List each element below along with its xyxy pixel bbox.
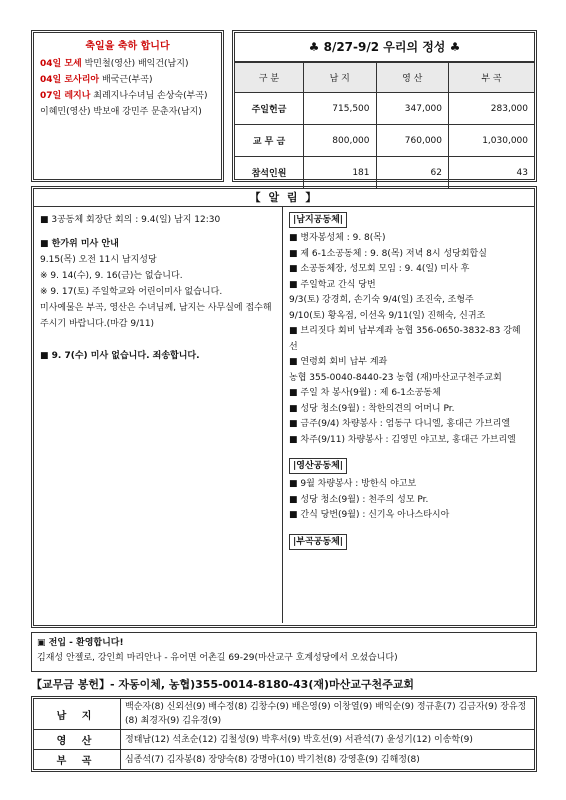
notice-item: ■ 제 6-1소공동체 : 9. 8(목) 저녁 8시 성당회합실 <box>289 247 528 263</box>
namji-tag: |남지공동체| <box>289 212 347 228</box>
yeongsan-tag: |영산공동체| <box>289 458 347 474</box>
donor-table <box>31 696 537 772</box>
feast-entry: 04일 로사리아 배국근(부곡) <box>40 75 153 85</box>
table-row: 부 곡 심종석(7) 김자봉(8) 장양숙(8) 강명아(10) 박기천(8) 강영훈(9) 김해정(8) <box>34 750 534 770</box>
bugok-tag: |부곡공동체| <box>289 534 347 550</box>
notice-item: ■ 금주(9/4) 차량봉사 : 엄동구 다니엘, 홍대근 가브리엘 <box>289 417 528 433</box>
notice-line: ※ 9. 17(토) 주일학교와 어린이미사 없습니다. <box>40 287 223 297</box>
feast-entry: 04일 모세 박민철(영산) 배익건(남지) <box>40 59 189 69</box>
notice-item: ■ 성당 청소(9월) : 착한의견의 어머니 Pr. <box>289 402 528 418</box>
offering-header-row: 구 분 남 지 영 산 부 곡 <box>235 63 534 93</box>
notice-left-column <box>34 206 283 623</box>
donation-banner: 【교무금 봉헌】- 자동이체, 농협)355-0014-8180-43(재)마산교구천주교회 <box>31 678 415 691</box>
notice-line: 9.15(목) 오전 11시 남지성당 <box>40 255 157 265</box>
notice-item: ■ 간식 당번(9월) : 신기옥 아나스타시아 <box>289 508 528 524</box>
notice-item: ■ 주일학교 간식 당번 <box>289 278 528 294</box>
notice-line: 9/10(토) 황옥점, 이선옥 9/11(일) 진해숙, 신귀조 <box>289 310 486 321</box>
notice-line: 9/3(토) 강경희, 손기숙 9/4(일) 조진숙, 조형주 <box>289 295 474 305</box>
notice-item: ■ 병자봉성체 : 9. 8(목) <box>289 231 528 247</box>
offering-title: ♣ 8/27-9/2 우리의 정성 ♣ <box>235 33 534 62</box>
notice-section <box>31 186 537 628</box>
table-row: 영 산 정태남(12) 석초순(12) 김철성(9) 박후서(9) 박호선(9) 서관석(7) 윤성기(12) 이송학(9) <box>34 730 534 750</box>
feast-day-box <box>31 30 224 182</box>
table-row: 남 지 백순자(8) 신외선(9) 배수정(8) 김창수(9) 배은영(9) 이창열(9) 배익순(9) 정규훈(7) 김금자(9) 장유정(8) 최경자(9) 김유경(9) <box>34 699 534 730</box>
feast-entry: 07일 레지나 최례지나수녀님 손상숙(부곡) 이혜민(영산) 박보애 강민주 문춘자(남지) <box>40 91 208 117</box>
notice-line: ※ 9. 14(수), 9. 16(금)는 없습니다. <box>40 271 183 281</box>
notice-line: 농협 355-0040-8440-23 농협 (재)마산교구천주교회 <box>289 372 502 383</box>
welcome-text: 김재성 안젤로, 강인희 마리안나 - 유어면 어촌길 69-29(마산교구 호계성당에서 오셨습니다) <box>37 653 398 663</box>
notice-item: ■ 9. 7(수) 미사 없습니다. 죄송합니다. <box>40 348 276 364</box>
notice-item: ■ 차주(9/11) 차량봉사 : 김영민 야고보, 홍대근 가브리엘 <box>289 433 528 449</box>
offering-table <box>232 30 537 182</box>
table-row: 교 무 금 800,000 760,000 1,030,000 <box>235 125 534 157</box>
notice-line: 미사예물은 부곡, 영산은 수녀님께, 남지는 사무실에 접수해주시기 바랍니다.(마감 9/11) <box>40 303 272 329</box>
notice-item: ■ 9월 차량봉사 : 방한식 야고보 <box>289 477 528 493</box>
notice-item: ■ 한가위 미사 안내 <box>40 236 276 252</box>
notice-right-column <box>283 206 534 623</box>
table-row: 참석인원 181 62 43 <box>235 157 534 189</box>
notice-item: ■ 브리짓다 회비 납부계좌 농협 356-0650-3832-83 강혜선 <box>289 324 528 355</box>
notice-heading: 【 알 림 】 <box>34 189 534 207</box>
welcome-box <box>31 632 537 672</box>
notice-item: ■ 3공동체 회장단 회의 : 9.4(일) 남지 12:30 <box>40 212 276 228</box>
feast-title: 축일을 축하 합니다 <box>85 41 170 52</box>
notice-item: ■ 성당 청소(9월) : 천주의 성모 Pr. <box>289 493 528 509</box>
notice-item: ■ 소공동체장, 성모회 모임 : 9. 4(일) 미사 후 <box>289 262 528 278</box>
welcome-title: ▣ 전입 - 환영합니다! <box>37 638 124 648</box>
table-row: 주일헌금 715,500 347,000 283,000 <box>235 93 534 125</box>
notice-item: ■ 주일 차 봉사(9월) : 제 6-1소공동체 <box>289 386 528 402</box>
notice-item: ■ 연령회 회비 납부 계좌 <box>289 355 528 371</box>
